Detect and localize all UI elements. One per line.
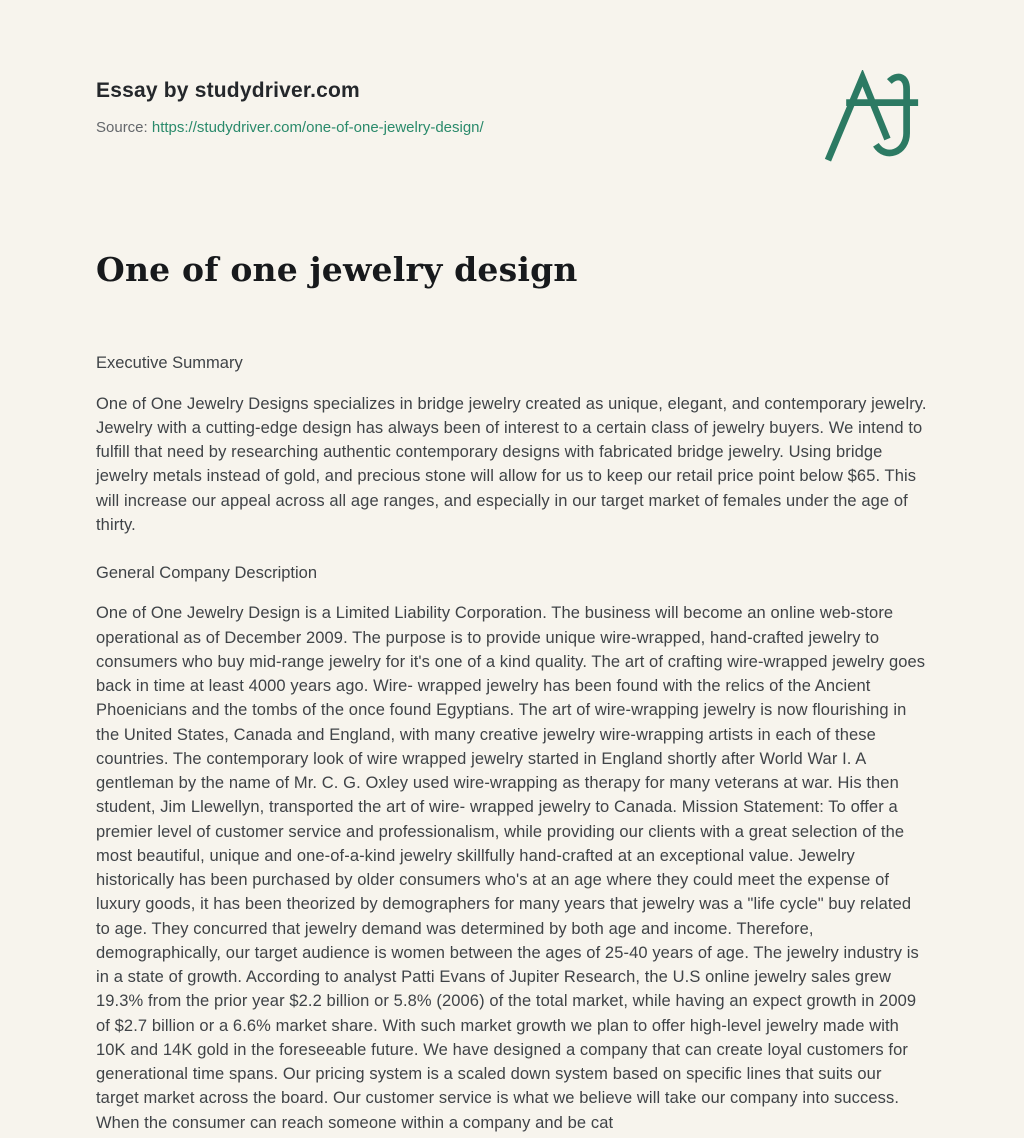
header — [96, 78, 928, 138]
section-heading: Executive Summary — [96, 354, 243, 373]
header-text-block — [96, 78, 928, 138]
section-executive-summary — [96, 351, 928, 537]
source-label: Source: — [96, 119, 148, 137]
studydriver-logo-icon — [820, 70, 928, 164]
essay-byline: Essay by studydriver.com — [96, 79, 360, 102]
source-link[interactable]: https://studydriver.com/one-of-one-jewelry-design/ — [151, 119, 484, 137]
section-body: One of One Jewelry Design is a Limited Liability Corporation. The business will become an online web-store operational as of December 2009. The purpose is to provide unique wire-wrapped, hand-crafted jewelry to consumers who buy mid-range jewelry for it's one of a kind quality. The art of crafting wire-wrapped jewelry goes back in time at least 4000 years ago. Wire- wrapped jewelry has been found with the relics of the Ancient Phoenicians and the tombs of the once found Egyptians. The art of wire-wrapping jewelry is now flourishing in the United States, Canada and England, with many creative jewelry wire-wrapping artists in each of these countries. The contemporary look of wire wrapped jewelry started in England shortly after World War I. A gentleman by the name of Mr. C. G. Oxley used wire-wrapping as therapy for many veterans at war. His then student, Jim Llewellyn, transported the art of wire- wrapped jewelry to Canada. Mission Statement: To offer a premier level of customer service and professionalism, while providing our clients with a great selection of the most beautiful, unique and one-of-a-kind jewelry skillfully hand-crafted at an exceptional value. Jewelry historically has been purchased by older consumers who's at an age where they could meet the expense of luxury goods, it has been theorized by demographers for many years that jewelry was a "life cycle" buy related to age. They concurred that jewelry demand was determined by both age and income. Therefore, demographically, our target audience is women between the ages of 25-40 years of age. The jewelry industry is in a state of growth. According to analyst Patti Evans of Jupiter Research, the U.S online jewelry sales grew 19.3% from the prior year $2.2 billion or 5.8% (2006) of the total market, while having an expect growth in 2009 of $2.7 billion or a 6.6% market share. With such market growth we plan to offer high-level jewelry made with 10K and 14K gold in the foreseeable future. We have designed a company that can create loyal customers for generational time spans. Our pricing system is a scaled down system based on specific lines that suits our target market across the board. Our customer service is what we believe will take our company into success. When the consumer can reach someone within a company and be cat — [96, 604, 926, 1132]
section-general-company-description — [96, 561, 928, 1135]
source-line — [96, 118, 928, 138]
section-heading: General Company Description — [96, 564, 318, 583]
section-body: One of One Jewelry Designs specializes in bridge jewelry created as unique, elegant, and contemporary jewelry. Jewelry with a cutting-edge design has always been of interest to a certain class of jewelry buyers. We intend to fulfill that need by researching authentic contemporary designs with fabricated bridge jewelry. Using bridge jewelry metals instead of gold, and precious stone will allow for us to keep our retail price point below $65. This will increase our appeal across all age ranges, and especially in our target market of females under the age of thirty. — [96, 394, 927, 534]
page-title: One of one jewelry design — [96, 249, 578, 289]
